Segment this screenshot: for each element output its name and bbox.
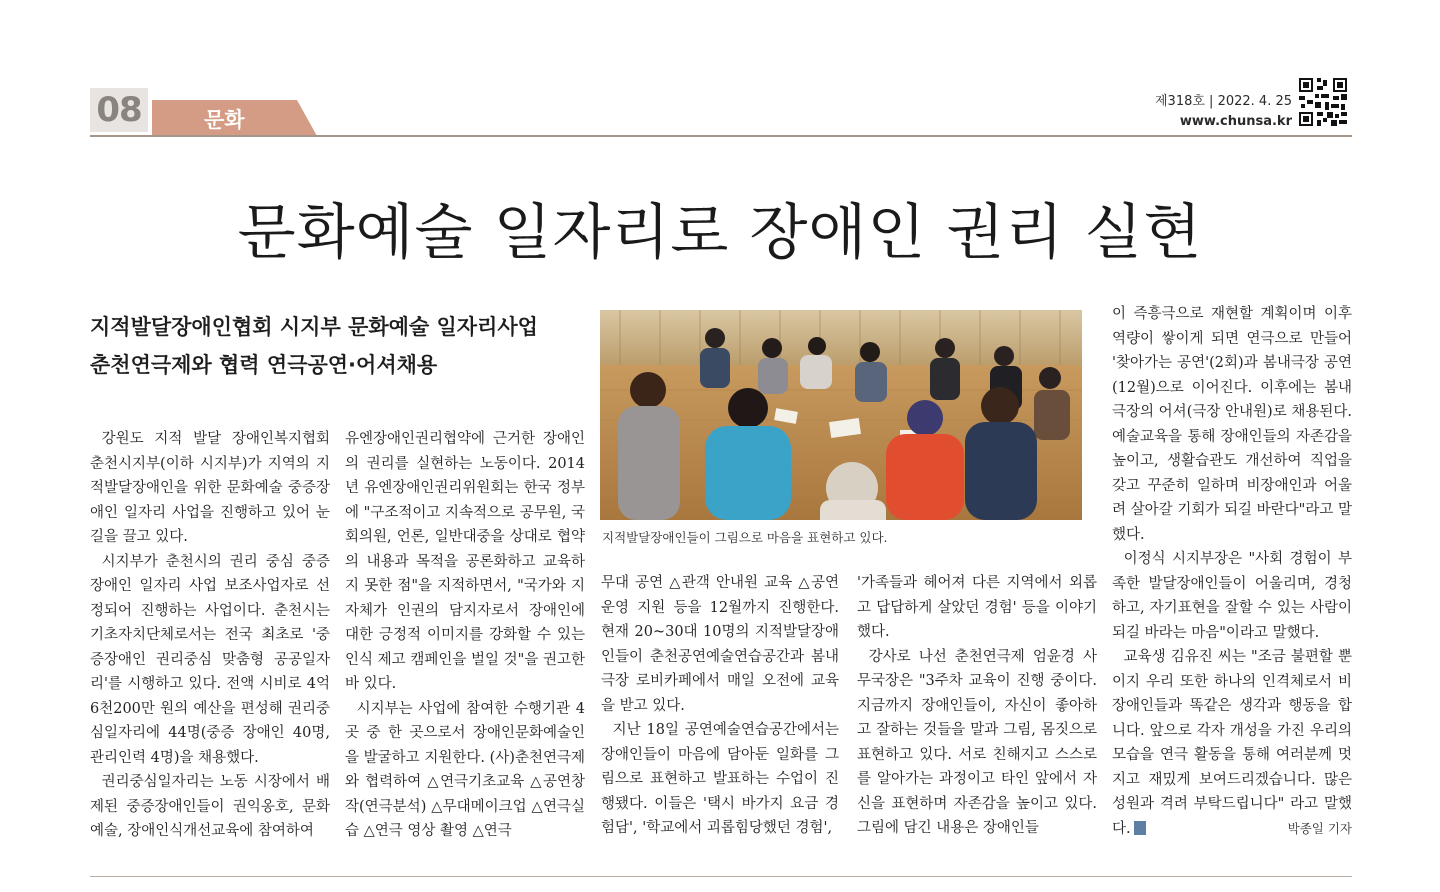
header-rule bbox=[90, 135, 1352, 137]
article-column-5 bbox=[1112, 302, 1352, 841]
section-label: 문화 bbox=[204, 108, 245, 132]
article-column-3 bbox=[601, 571, 839, 841]
website-link[interactable]: www.chunsa.kr bbox=[1179, 114, 1292, 129]
page-number: 08 bbox=[90, 88, 148, 132]
photo-caption: 지적발달장애인들이 그림으로 마음을 표현하고 있다. bbox=[602, 530, 888, 545]
issue-date: 제318호 | 2022. 4. 25 bbox=[1155, 94, 1292, 109]
paragraph: 유엔장애인권리협약에 근거한 장애인의 권리를 실현하는 노동이다. 2014년 유엔장애인권리위원회는 한국 정부에 "구조적이고 지속적으로 공무원, 국회의원, 언론, 일반대중을 상대로 협약의 내용과 목적을 공론화하고 교육하지 못한 점"을 지적하면서, "국가와 지자체가 인권의 담지자로서 장애인에 대한 긍정적 이미지를 강화할 수 있는 인식 제고 캠페인을 벌일 것"을 권고한 바 있다. bbox=[345, 431, 585, 692]
paragraph: 이정식 시지부장은 "사회 경험이 부족한 발달장애인들이 어울리며, 경청하고, 자기표현을 잘할 수 있는 사람이 되길 바라는 마음"이라고 말했다. bbox=[1112, 551, 1352, 641]
bottom-rule bbox=[90, 876, 1352, 877]
paragraph: '가족들과 헤어져 다른 지역에서 외롭고 답답하게 살았던 경험' 등을 이야기했다. bbox=[857, 575, 1097, 640]
paragraph: 지난 18일 공연예술연습공간에서는 장애인들이 마음에 담아둔 일화를 그림으로 표현하고 발표하는 수업이 진행됐다. 이들은 '택시 바가지 요금 경험담', '학교에서 괴롭힘당했던 경험', bbox=[601, 722, 839, 836]
article-end-icon bbox=[1134, 821, 1146, 835]
paragraph: 시지부는 사업에 참여한 수행기관 4곳 중 한 곳으로서 장애인문화예술인을 발굴하고 지원한다. (사)춘천연극제와 협력하여 △연극기초교육 △공연창작(연극분석) △무대메이크업 △연극실습 △연극 영상 촬영 △연극 bbox=[345, 700, 585, 839]
paragraph-text: 교육생 김유진 씨는 "조금 불편할 뿐이지 우리 또한 하나의 인격체로서 비장애인들과 똑같은 생각과 행동을 합니다. 앞으로 각자 개성을 가진 우리의 모습을 연극 활동을 통해 여러분께 멋지고 재밌게 보여드리겠습니다. 많은 성원과 격려 부탁드립니다" 라고 말했다. bbox=[1112, 649, 1352, 837]
paragraph: 이 즉흥극으로 재현할 계획이며 이후 역량이 쌓이게 되면 연극으로 만들어 '찾아가는 공연'(2회)과 봄내극장 공연(12월)으로 이어진다. 이후에는 봄내극장의 어셔(극장 안내원)로 채용된다. 예술교육을 통해 장애인들의 자존감을 높이고, 생활습관도 개선하여 직업을 갖고 꾸준히 일하며 비장애인과 어울려 살아갈 기회가 되길 바란다"라고 말했다. bbox=[1112, 306, 1352, 543]
article-column-2 bbox=[345, 427, 585, 844]
article-column-1 bbox=[90, 427, 330, 844]
headline: 문화예술 일자리로 장애인 권리 실현 bbox=[237, 198, 1203, 268]
subheadline-line-2: 춘천연극제와 협력 연극공연·어셔채용 bbox=[90, 353, 438, 377]
subheadline bbox=[90, 308, 590, 384]
article-photo bbox=[600, 310, 1082, 520]
qr-code-icon[interactable] bbox=[1297, 76, 1349, 128]
paragraph: 시지부가 춘천시의 권리 중심 중증장애인 일자리 사업 보조사업자로 선정되어 진행하는 사업이다. 춘천시는 기초자치단체로서는 전국 최초로 '중증장애인 권리중심 맞춤형 공공일자리'를 시행하고 있다. 전액 시비로 4억 6천200만 원의 예산을 편성해 권리중심일자리에 44명(중증 장애인 40명, 관리인력 4명)을 채용했다. bbox=[90, 553, 330, 766]
paragraph: 무대 공연 △관객 안내원 교육 △공연 운영 지원 등을 12월까지 진행한다. 현재 20~30대 10명의 지적발달장애인들이 춘천공연예술연습공간과 봄내극장 로비카페에서 매일 오전에 교육을 받고 있다. bbox=[601, 575, 839, 714]
paragraph: 강원도 지적 발달 장애인복지협회 춘천시지부(이하 시지부)가 지역의 지적발달장애인을 위한 문화예술 중증장애인 일자리 사업을 진행하고 있어 눈길을 끌고 있다. bbox=[90, 431, 330, 545]
subheadline-line-1: 지적발달장애인협회 시지부 문화예술 일자리사업 bbox=[90, 315, 538, 339]
paragraph: 강사로 나선 춘천연극제 엄윤경 사무국장은 "3주차 교육이 진행 중이다. 지금까지 장애인들이, 자신이 좋아하고 잘하는 것들을 말과 그림, 몸짓으로 표현하고 있다. 서로 친해지고 스스로를 알아가는 과정이고 타인 앞에서 자신을 표현하며 자존감을 높이고 있다. 그림에 담긴 내용은 장애인들 bbox=[857, 648, 1097, 836]
paragraph: 권리중심일자리는 노동 시장에서 배제된 중증장애인들이 권익옹호, 문화예술, 장애인식개선교육에 참여하여 bbox=[90, 774, 330, 839]
issue-info bbox=[1155, 92, 1292, 132]
article-column-4 bbox=[857, 571, 1097, 841]
section-tab bbox=[152, 100, 317, 136]
paragraph-last bbox=[1112, 645, 1352, 841]
byline: 박종일 기자 bbox=[1287, 820, 1352, 836]
